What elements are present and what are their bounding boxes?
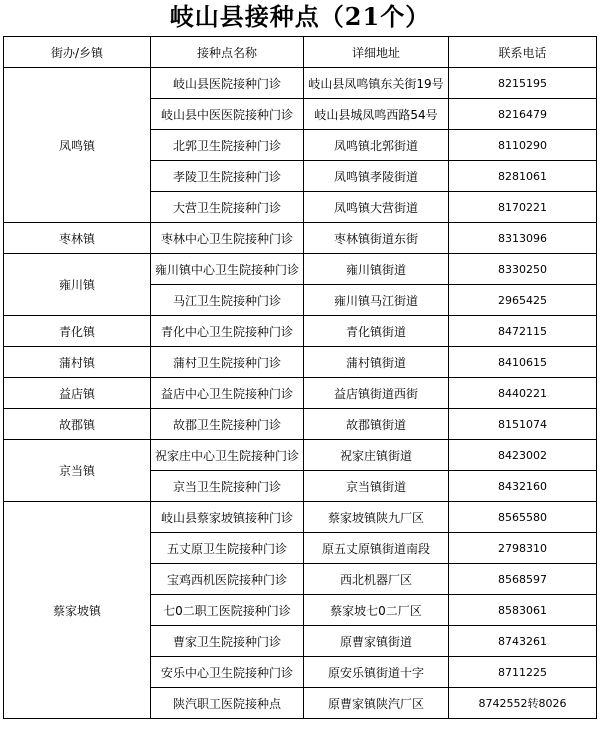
site-name-cell: 孝陵卫生院接种门诊 [151,161,304,192]
phone-cell: 8440221 [449,378,597,409]
site-name-cell: 岐山县蔡家坡镇接种门诊 [151,502,304,533]
site-name-cell: 宝鸡西机医院接种门诊 [151,564,304,595]
phone-cell: 8110290 [449,130,597,161]
phone-cell: 8330250 [449,254,597,285]
town-cell: 凤鸣镇 [4,68,151,223]
phone-cell: 8742552转8026 [449,688,597,719]
site-name-cell: 北郭卫生院接种门诊 [151,130,304,161]
site-name-cell: 五丈原卫生院接种门诊 [151,533,304,564]
address-cell: 岐山县凤鸣镇东关街19号 [304,68,449,99]
phone-cell: 8170221 [449,192,597,223]
phone-cell: 8281061 [449,161,597,192]
phone-cell: 8583061 [449,595,597,626]
address-cell: 凤鸣镇孝陵街道 [304,161,449,192]
phone-cell: 8410615 [449,347,597,378]
address-cell: 凤鸣镇大营街道 [304,192,449,223]
address-cell: 雍川镇马江街道 [304,285,449,316]
town-cell: 枣林镇 [4,223,151,254]
address-cell: 原曹家镇街道 [304,626,449,657]
table-row [4,316,597,347]
header-row [4,37,597,68]
address-cell: 祝家庄镇街道 [304,440,449,471]
address-cell: 雍川镇街道 [304,254,449,285]
address-cell: 岐山县城凤鸣西路54号 [304,99,449,130]
header-town: 街办/乡镇 [4,37,151,68]
table-row [4,223,597,254]
table-row [4,409,597,440]
address-cell: 原曹家镇陕汽厂区 [304,688,449,719]
phone-cell: 8432160 [449,471,597,502]
site-name-cell: 青化中心卫生院接种门诊 [151,316,304,347]
address-cell: 原安乐镇街道十字 [304,657,449,688]
phone-cell: 8743261 [449,626,597,657]
table-row [4,68,597,99]
town-cell: 京当镇 [4,440,151,502]
phone-cell: 8568597 [449,564,597,595]
phone-cell: 8313096 [449,223,597,254]
site-name-cell: 蒲村卫生院接种门诊 [151,347,304,378]
site-name-cell: 七0二职工医院接种门诊 [151,595,304,626]
table-row [4,502,597,533]
phone-cell: 2965425 [449,285,597,316]
header-phone: 联系电话 [449,37,597,68]
header-site-name: 接种点名称 [151,37,304,68]
site-name-cell: 陕汽职工医院接种点 [151,688,304,719]
site-name-cell: 祝家庄中心卫生院接种门诊 [151,440,304,471]
site-name-cell: 岐山县医院接种门诊 [151,68,304,99]
town-cell: 益店镇 [4,378,151,409]
page-title: 岐山县接种点（21个） [169,2,431,31]
header-address: 详细地址 [304,37,449,68]
address-cell: 京当镇街道 [304,471,449,502]
address-cell: 蔡家坡镇陕九厂区 [304,502,449,533]
site-name-cell: 马江卫生院接种门诊 [151,285,304,316]
table-row [4,440,597,471]
town-cell: 蒲村镇 [4,347,151,378]
site-name-cell: 大营卫生院接种门诊 [151,192,304,223]
table-row [4,378,597,409]
phone-cell: 8216479 [449,99,597,130]
site-name-cell: 安乐中心卫生院接种门诊 [151,657,304,688]
phone-cell: 8472115 [449,316,597,347]
phone-cell: 8423002 [449,440,597,471]
address-cell: 故郡镇街道 [304,409,449,440]
site-name-cell: 岐山县中医医院接种门诊 [151,99,304,130]
address-cell: 益店镇街道西街 [304,378,449,409]
site-name-cell: 枣林中心卫生院接种门诊 [151,223,304,254]
address-cell: 蒲村镇街道 [304,347,449,378]
address-cell: 凤鸣镇北郭街道 [304,130,449,161]
town-cell: 蔡家坡镇 [4,502,151,719]
address-cell: 蔡家坡七0二厂区 [304,595,449,626]
town-cell: 雍川镇 [4,254,151,316]
phone-cell: 8215195 [449,68,597,99]
vaccination-sites-table [3,36,597,719]
address-cell: 青化镇街道 [304,316,449,347]
phone-cell: 2798310 [449,533,597,564]
phone-cell: 8711225 [449,657,597,688]
site-name-cell: 益店中心卫生院接种门诊 [151,378,304,409]
phone-cell: 8151074 [449,409,597,440]
phone-cell: 8565580 [449,502,597,533]
site-name-cell: 京当卫生院接种门诊 [151,471,304,502]
table-body [4,68,597,719]
site-name-cell: 故郡卫生院接种门诊 [151,409,304,440]
address-cell: 枣林镇街道东街 [304,223,449,254]
address-cell: 西北机器厂区 [304,564,449,595]
table-row [4,347,597,378]
table-row [4,254,597,285]
address-cell: 原五丈原镇街道南段 [304,533,449,564]
town-cell: 青化镇 [4,316,151,347]
town-cell: 故郡镇 [4,409,151,440]
site-name-cell: 雍川镇中心卫生院接种门诊 [151,254,304,285]
site-name-cell: 曹家卫生院接种门诊 [151,626,304,657]
